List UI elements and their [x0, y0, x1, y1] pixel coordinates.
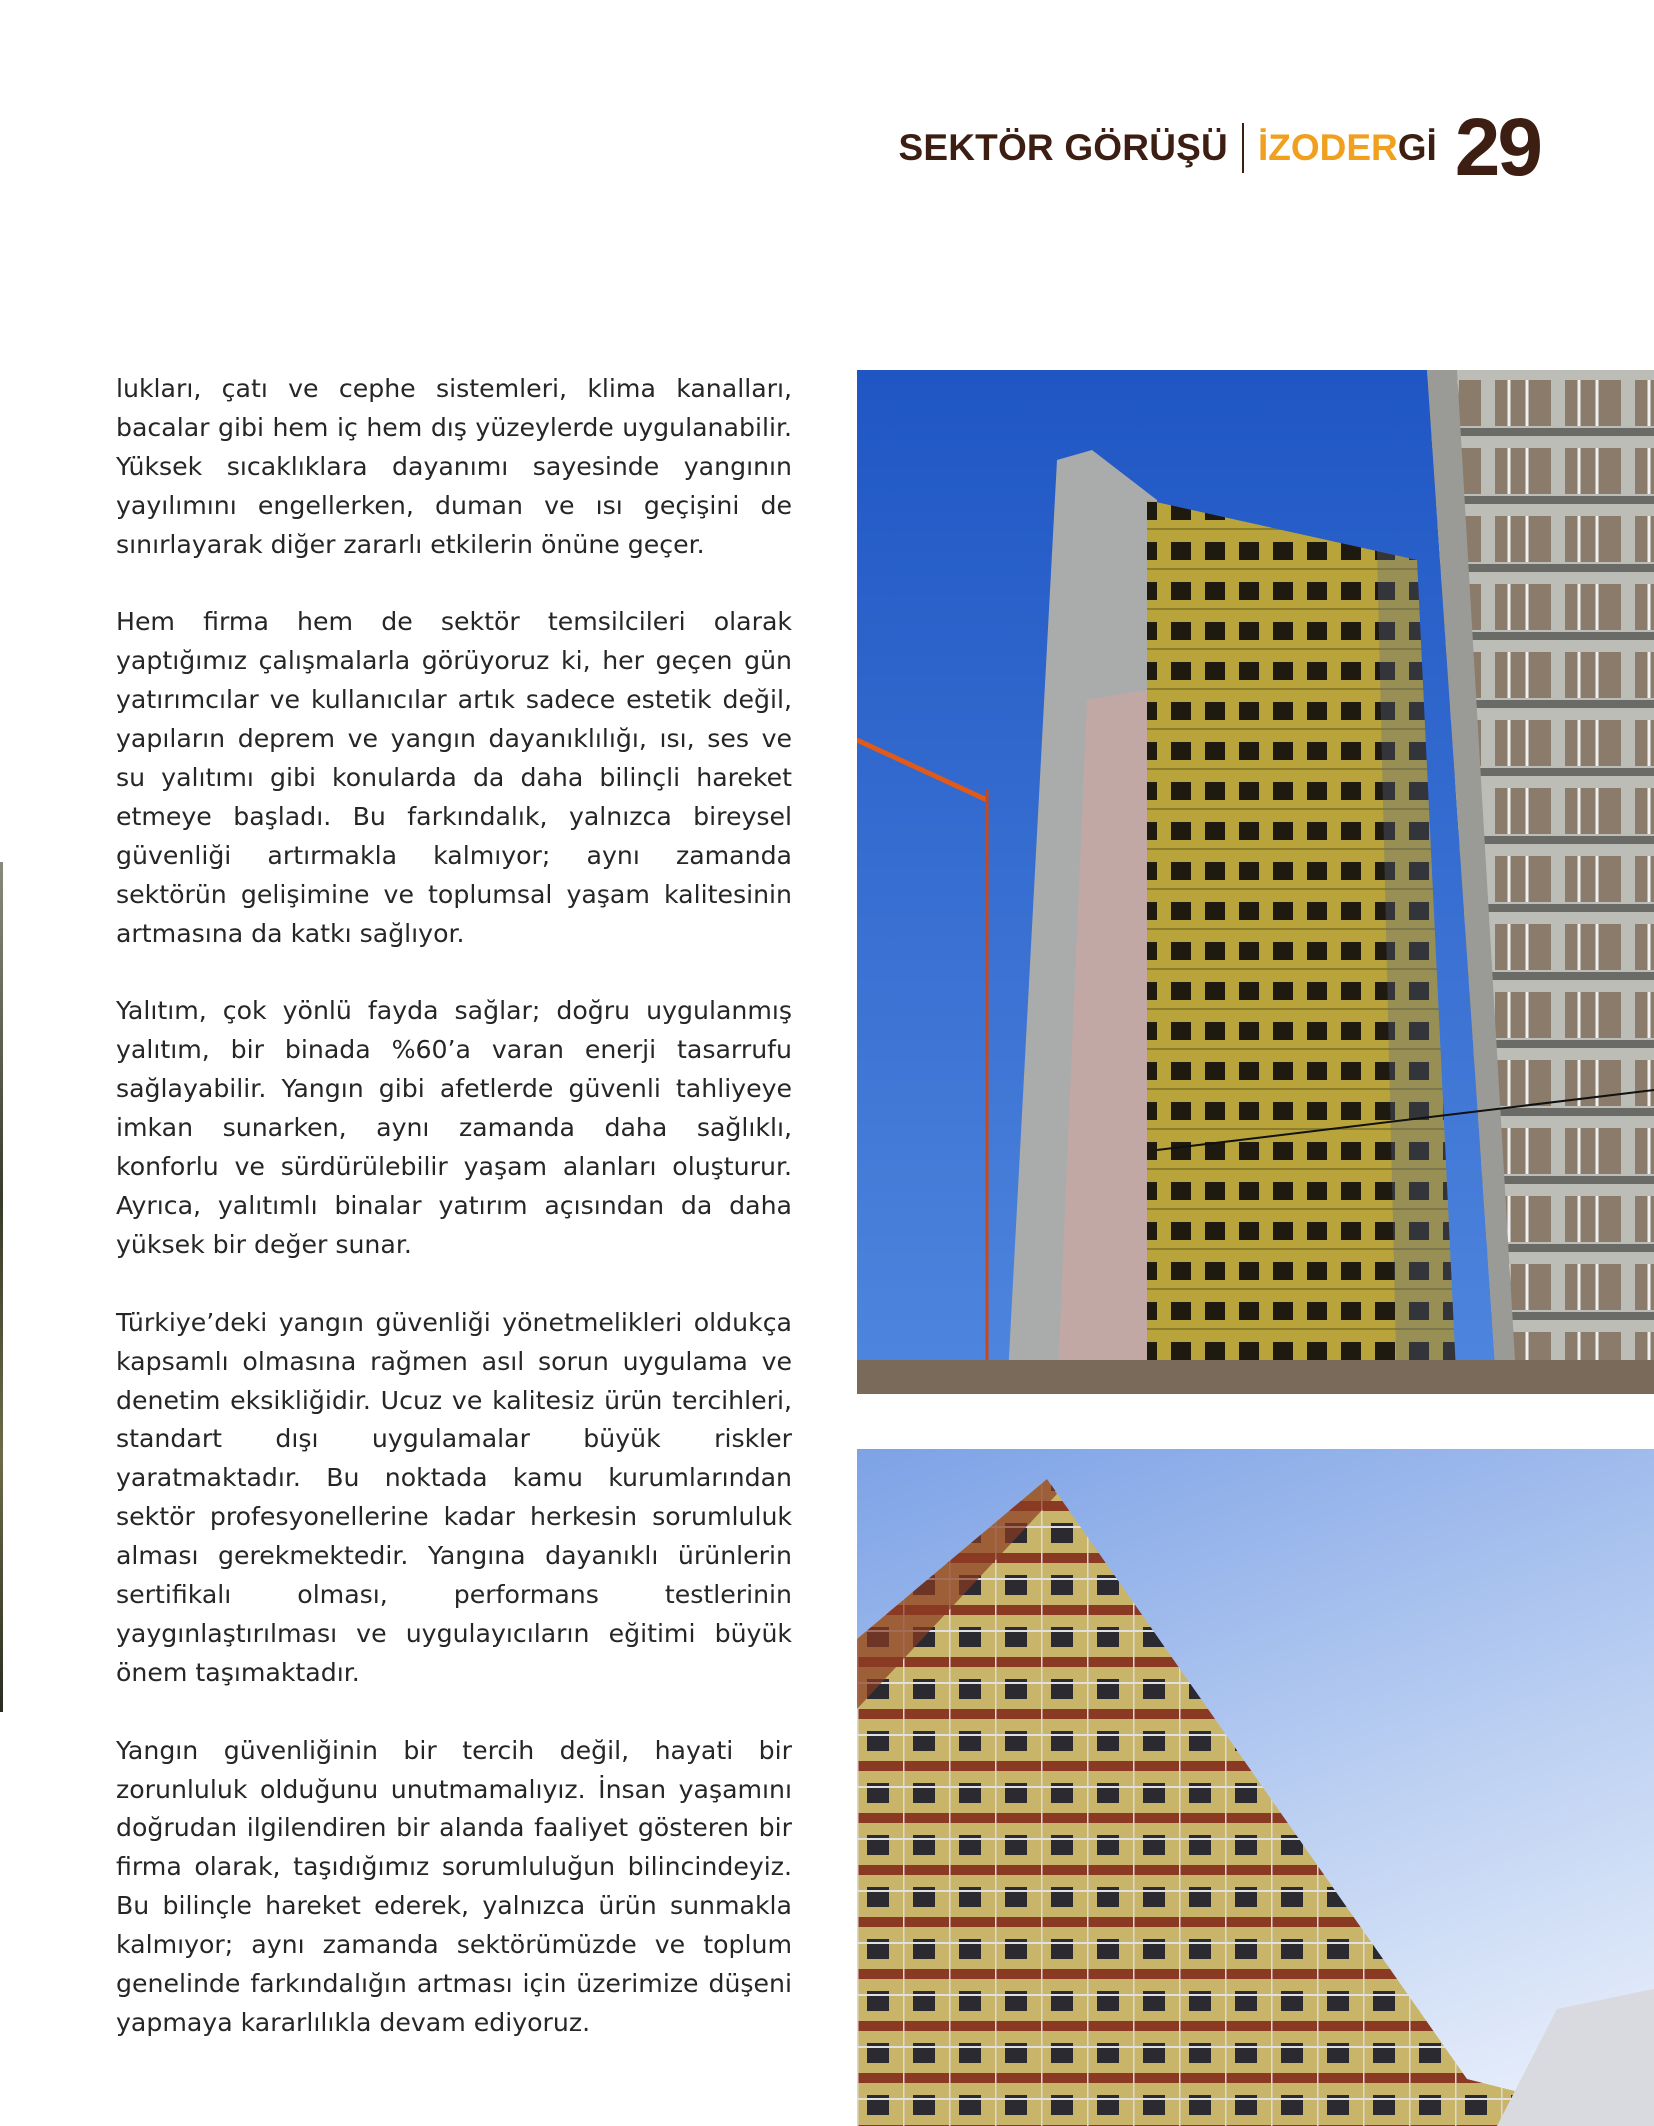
magazine-logo-part1: İZODER — [1257, 127, 1398, 168]
building-illustration-2 — [857, 1449, 1654, 2126]
paragraph: Yalıtım, çok yönlü fayda sağlar; doğru uygulanmış yalıtım, bir binada %60’a varan enerji tasarrufu sağlayabilir. Yangın gibi afetlerde güvenli tahliyeye imkan sunarken, aynı zamanda daha sağlıklı, konforlu ve sürdürülebilir yaşam alanları oluşturur. Ayrıca, yalıtımlı binalar yatırım açısından da daha yüksek bir değer sunar. — [116, 996, 792, 1259]
page-number: 29 — [1454, 102, 1540, 193]
magazine-logo-part2: Gİ — [1397, 127, 1437, 168]
building-photo-2 — [857, 1449, 1654, 2126]
page-header — [898, 102, 1540, 193]
paragraph: Türkiye’deki yangın güvenliği yönetmelikleri oldukça kapsamlı olmasına rağmen asıl sorun uygulama ve denetim eksikliğidir. Ucuz ve kalitesiz ürün tercihleri, standart dışı uygulamalar büyük riskler yaratmaktadır. Bu noktada kamu kurumlarından sektör profesyonellerine kadar herkesin sorumluluk alması gerekmektedir. Yangına dayanıklı ürünlerin sertifikalı olması, performans testlerinin yaygınlaştırılması ve uygulayıcıların eğitimi büyük önem taşımaktadır. — [116, 1307, 792, 1687]
building-photo-1 — [857, 370, 1654, 1394]
magazine-logo — [1258, 127, 1437, 169]
paragraph: Hem firma hem de sektör temsilcileri olarak yaptığımız çalışmalarla görüyoruz ki, her geçen gün yatırımcılar ve kullanıcılar artık sadece estetik değil, yapıların deprem ve yangın dayanıklılığı, ısı, ses ve su yalıtımı gibi konularda da daha bilinçli hareket etmeye başladı. Bu farkındalık, yalnızca bireysel güvenliği artırmakla kalmıyor; aynı zamanda sektörün gelişimine ve toplumsal yaşam kalitesinin artmasına da katkı sağlıyor. — [116, 607, 792, 948]
header-divider — [1242, 123, 1244, 173]
article-body — [116, 370, 792, 2082]
building-illustration-1 — [857, 370, 1654, 1394]
section-title: SEKTÖR GÖRÜŞÜ — [898, 127, 1228, 168]
paragraph: lukları, çatı ve cephe sistemleri, klima kanalları, bacalar gibi hem iç hem dış yüzeylerde uygulanabilir. Yüksek sıcaklıklara dayanımı sayesinde yangının yayılımını engellerken, duman ve ısı geçişini de sınırlayarak diğer zararlı etkilerin önüne geçer. — [116, 374, 792, 559]
paragraph: Yangın güvenliğinin bir tercih değil, hayati bir zorunluluk olduğunu unutmamalıyız. İnsan yaşamını doğrudan ilgilendiren bir alanda faaliyet gösteren bir firma olarak, taşıdığımız sorumluluğun bilincindeyiz. Bu bilinçle hareket ederek, yalnızca ürün sunmakla kalmıyor; aynı zamanda sektörümüzde ve toplum genelinde farkındalığın artması için üzerimize düşeni yapmaya kararlılıkla devam ediyoruz. — [116, 1735, 792, 2037]
page-edge-strip — [0, 862, 3, 1712]
